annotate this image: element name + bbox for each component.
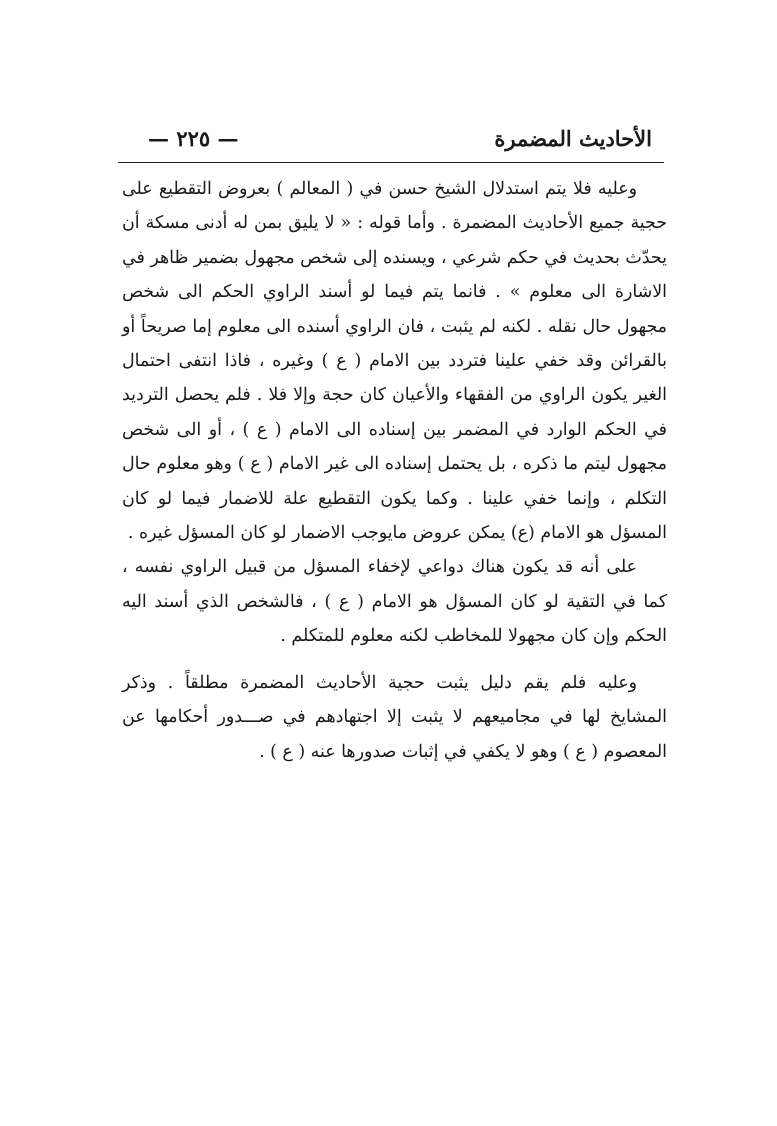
running-title: الأحاديث المضمرة — [494, 126, 652, 151]
paragraph-1: وعليه فلا يتم استدلال الشيخ حسن في ( المعالم ) بعروض التقطيع على حجية جميع الأحاديث المضمرة . وأما قوله : « لا يليق بمن له أدنى مسكة أن يحدّث بحديث في حكم شرعي ، ويسنده إلى شخص مجهول بضمير ظاهر في الاشارة الى معلوم » . فانما يتم فيما لو أسند الراوي الحكم الى شخص مجهول حال نقله . لكنه لم يثبت ، فان الراوي أسنده الى معلوم إما صريحاً أو بالقرائن وقد خفي علينا فتردد بين الامام ( ع ) وغيره ، فاذا انتفى احتمال الغير يكون الراوي من الفقهاء والأعيان كان حجة وإلا فلا . فلم يحصل الترديد في الحكم الوارد في المضمر بين إسناده الى الامام ( ع ) ، أو الى شخص مجهول ليتم ما ذكره ، بل يحتمل إسناده الى غير الامام ( ع ) وهو معلوم حال التكلم ، وإنما خفي علينا . وكما يكون التقطيع علة للاضمار فيما لو كان المسؤل هو الامام (ع) يمكن عروض مايوجب الاضمار لو كان المسؤل غيره . — [122, 179, 667, 544]
paragraph-3: وعليه فلم يقم دليل يثبت حجية الأحاديث المضمرة مطلقاً . وذكر المشايخ لها في مجاميعهم لا يثبت إلا اجتهادهم في صـــدور أحكامها عن المعصوم ( ع ) وهو لا يكفي في إثبات صدورها عنه ( ع ) . — [122, 672, 667, 762]
page-header — [118, 122, 664, 158]
page-number: — ٢٢٥ — — [148, 126, 239, 151]
header-rule — [118, 162, 664, 163]
paragraph-2: على أنه قد يكون هناك دواعي لإخفاء المسؤل من قبيل الراوي نفسه ، كما في التقية لو كان المسؤل هو الامام ( ع ) ، فالشخص الذي أسند اليه الحكم وإن كان مجهولا للمخاطب لكنه معلوم للمتكلم . — [122, 557, 667, 647]
body-text — [122, 172, 667, 769]
